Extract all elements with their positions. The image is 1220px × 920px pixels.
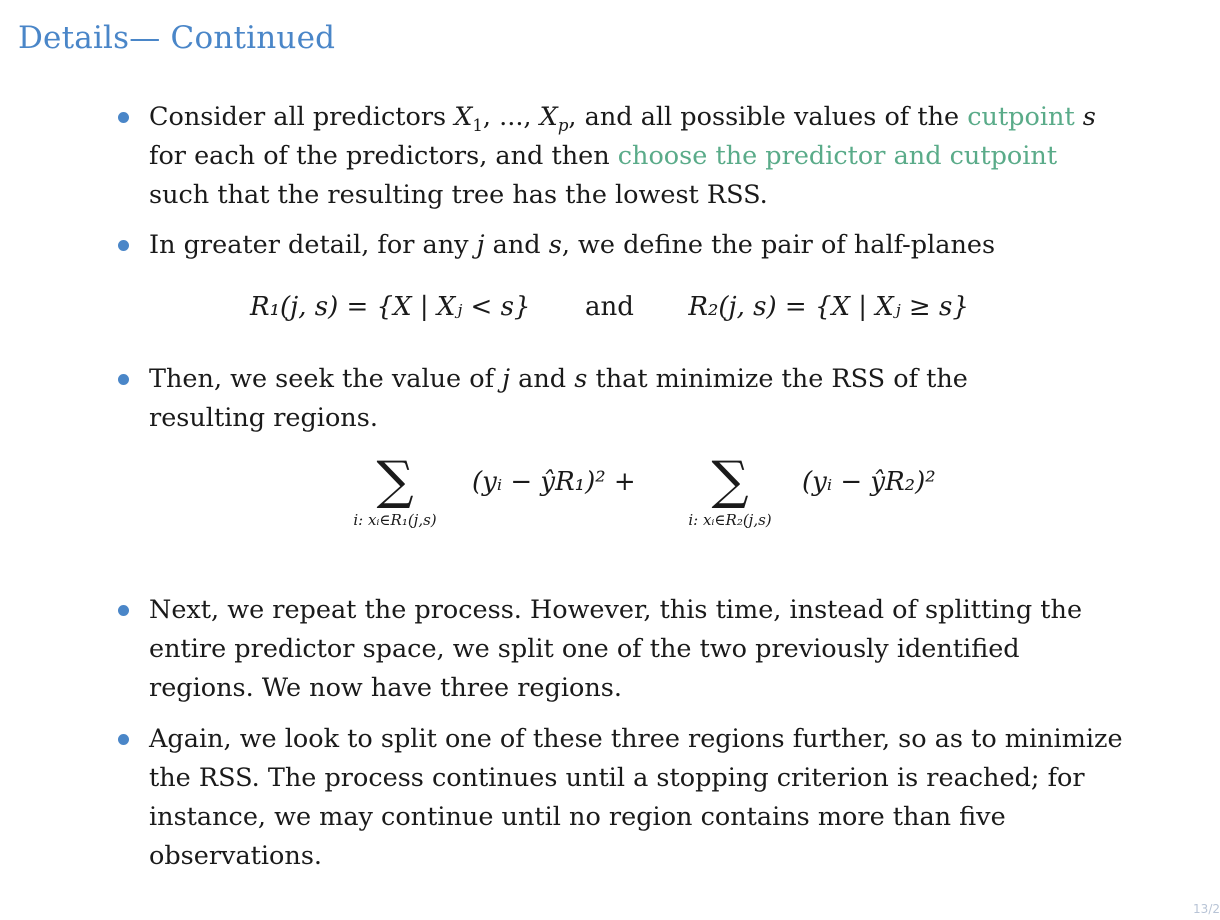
bullet-text [149,226,1118,265]
math-subscript: 1 [472,116,483,136]
math-symbol: j [502,364,511,394]
bullet-text-segment: Then, we seek the value of [149,364,503,394]
slide-title: Details— Continued [18,20,336,56]
rss-equation [320,451,1020,545]
highlight-text: cutpoint [967,102,1075,132]
bullet-marker-icon [118,240,129,251]
summation-term: (yᵢ − ŷR₁)² + [472,467,636,497]
math-symbol: s [574,364,588,394]
bullet-text-segment: that minimize the RSS of the resulting regions. [149,364,968,433]
math-symbol: j [476,230,485,260]
bullet-item [118,720,1123,876]
bullet-marker-icon [118,605,129,616]
bullet-text-segment: , we define the pair of half-planes [561,230,996,260]
bullet-text-segment: , ..., [482,102,540,132]
math-symbol: s [548,230,562,260]
math-subscript: p [557,116,569,136]
summation-2 [655,451,805,529]
summation-subscript: i: xᵢ∈R₁(j,s) [353,511,437,529]
bullet-text [149,98,1118,215]
bullet-text-segment: In greater detail, for any [149,230,477,260]
bullet-text-segment: and [484,230,549,260]
equation-left: R₁(j, s) = {X | Xⱼ < s} [250,292,531,322]
bullet-marker-icon [118,374,129,385]
bullet-text-segment: for each of the predictors, and then [149,141,618,171]
math-symbol: X [539,102,558,132]
math-symbol: X [454,102,473,132]
bullet-marker-icon [118,734,129,745]
summation-term: (yᵢ − ŷR₂)² [802,467,936,497]
bullet-item [118,98,1118,215]
summation-subscript: i: xᵢ∈R₂(j,s) [688,511,772,529]
bullet-text-segment: and [510,364,575,394]
equation-right: R₂(j, s) = {X | Xⱼ ≥ s} [688,292,969,322]
sigma-symbol: ∑ [711,451,749,511]
bullet-item [118,360,1118,438]
bullet-text-segment: such that the resulting tree has the lowest RSS. [149,180,768,210]
equation-connector: and [584,292,634,322]
half-planes-equation [250,292,969,322]
summation-1 [320,451,470,529]
math-symbol: s [1074,102,1096,132]
sigma-symbol: ∑ [376,451,414,511]
bullet-item [118,226,1118,265]
bullet-text-segment: Consider all predictors [149,102,455,132]
page-number: 13/2 [1193,902,1220,916]
bullet-item [118,591,1118,708]
bullet-text: Again, we look to split one of these three regions further, so as to minimize the RSS. The process continues until a stopping criterion is reached; for instance, we may continue until no region contains more than five observations. [149,724,1123,871]
bullet-text-segment: , and all possible values of the [568,102,968,132]
bullet-marker-icon [118,112,129,123]
highlight-text: choose the predictor and cutpoint [617,141,1058,171]
bullet-text [149,360,1069,438]
bullet-text: Next, we repeat the process. However, this time, instead of splitting the entire predictor space, we split one of the two previously identified regions. We now have three regions. [149,595,1083,703]
